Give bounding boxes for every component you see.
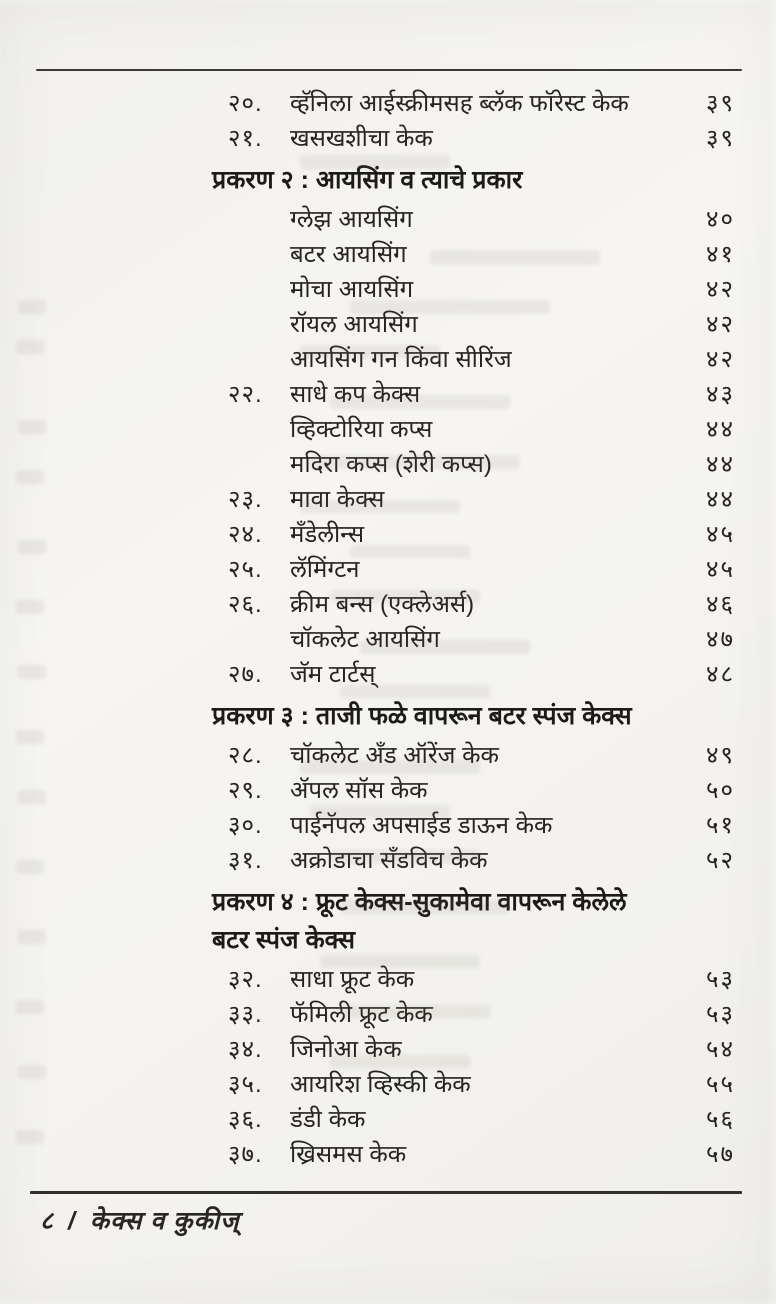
toc-entry-row xyxy=(0,517,776,552)
toc-entry-title: पाईनॅपल अपसाईड डाऊन केक xyxy=(290,812,553,839)
toc-entry-title: चॉकलेट आयसिंग xyxy=(290,626,440,653)
toc-entry-row xyxy=(0,773,776,808)
toc-entry-number: ३४. xyxy=(228,1036,263,1063)
toc-entry-page-number: ४० xyxy=(706,206,735,233)
toc-entry-row xyxy=(0,657,776,692)
toc-chapter-heading: प्रकरण २ : आयसिंग व त्याचे प्रकार xyxy=(212,166,523,194)
toc-entry-page-number: ४९ xyxy=(706,742,735,769)
toc-entry-title: लॅमिंग्टन xyxy=(290,556,360,583)
toc-entry-page-number: ४४ xyxy=(706,451,735,478)
toc-entry-number: २९. xyxy=(228,777,263,804)
toc-entry-page-number: ५५ xyxy=(706,1071,735,1098)
toc-entry-title: मदिरा कप्स (शेरी कप्स) xyxy=(290,451,492,478)
toc-chapter-heading: प्रकरण ३ : ताजी फळे वापरून बटर स्पंज केक्स xyxy=(212,702,632,730)
toc-entry-title: मोचा आयसिंग xyxy=(290,276,414,303)
toc-entry-title: जिनोआ केक xyxy=(290,1036,402,1063)
toc-entry-row xyxy=(0,1102,776,1137)
toc-entry-title: क्रीम बन्स (एक्लेअर्स) xyxy=(290,591,475,618)
toc-entry-number: ३६. xyxy=(228,1106,263,1133)
toc-entry-page-number: ४५ xyxy=(706,521,735,548)
toc-entry-title: ख्रिसमस केक xyxy=(290,1141,407,1168)
toc-entry-number: २८. xyxy=(228,742,263,769)
toc-entry-row xyxy=(0,86,776,121)
toc-entry-page-number: ४३ xyxy=(706,381,735,408)
toc-entry-title: मावा केक्स xyxy=(290,486,385,513)
toc-entry-title: ग्लेझ आयसिंग xyxy=(290,206,413,233)
toc-entry-page-number: ४२ xyxy=(706,346,735,373)
toc-entry-row xyxy=(0,1032,776,1067)
toc-entry-row xyxy=(0,1067,776,1102)
toc-entry-title: चॉकलेट अँड ऑरेंज केक xyxy=(290,742,499,769)
footer-rule xyxy=(30,1191,742,1194)
footer-page-number: ८ xyxy=(40,1207,55,1235)
toc-entry-title: ॲपल सॉस केक xyxy=(290,777,428,804)
toc-entry-page-number: ५३ xyxy=(706,966,735,993)
toc-entry-number: २३. xyxy=(228,486,263,513)
toc-entry-title: आयरिश व्हिस्की केक xyxy=(290,1071,471,1098)
toc-entry-row xyxy=(0,622,776,657)
toc-entry-row xyxy=(0,962,776,997)
top-rule xyxy=(36,69,742,71)
footer-book-title: केक्स व कुकीज् xyxy=(89,1207,240,1235)
toc-entry-page-number: ५१ xyxy=(706,812,735,839)
toc-entry-title: व्हॅनिला आईस्क्रीमसह ब्लॅक फॉरेस्ट केक xyxy=(290,90,629,117)
toc-entry-title: आयसिंग गन किंवा सीरिंज xyxy=(290,346,512,373)
toc-entry-number: ३०. xyxy=(228,812,263,839)
toc-entry-title: साधे कप केक्स xyxy=(290,381,421,408)
toc-entry-number: ३७. xyxy=(228,1141,263,1168)
toc-entry-page-number: ४४ xyxy=(706,416,735,443)
toc-entry-row xyxy=(0,447,776,482)
toc-entry-row xyxy=(0,808,776,843)
toc-entry-page-number: ५२ xyxy=(706,847,735,874)
toc-entry-row xyxy=(0,587,776,622)
toc-entry-page-number: ४८ xyxy=(706,661,735,688)
toc-entry-row xyxy=(0,482,776,517)
toc-entry-number: २२. xyxy=(228,381,263,408)
toc-entry-page-number: ४२ xyxy=(706,276,735,303)
toc-entry-page-number: ५३ xyxy=(706,1001,735,1028)
table-of-contents xyxy=(0,86,776,1172)
toc-entry-row xyxy=(0,552,776,587)
toc-entry-page-number: ५० xyxy=(706,777,735,804)
toc-entry-page-number: ४६ xyxy=(706,591,735,618)
toc-entry-number: २१. xyxy=(228,125,263,152)
toc-entry-row xyxy=(0,997,776,1032)
toc-entry-row xyxy=(0,412,776,447)
toc-entry-number: २५. xyxy=(228,556,263,583)
toc-entry-row xyxy=(0,1137,776,1172)
toc-chapter-heading: प्रकरण ४ : फ्रूट केक्स-सुकामेवा वापरून केलेले xyxy=(212,888,627,916)
toc-entry-number: २४. xyxy=(228,521,263,548)
toc-entry-row xyxy=(0,342,776,377)
toc-chapter-heading: बटर स्पंज केक्स xyxy=(212,926,356,954)
toc-entry-page-number: ४४ xyxy=(706,486,735,513)
toc-entry-page-number: ४५ xyxy=(706,556,735,583)
toc-entry-title: खसखशीचा केक xyxy=(290,125,433,152)
toc-entry-number: ३१. xyxy=(228,847,263,874)
toc-entry-number: ३५. xyxy=(228,1071,263,1098)
toc-entry-title: जॅम टार्टस् xyxy=(290,661,376,688)
toc-entry-row xyxy=(0,237,776,272)
toc-entry-page-number: ४१ xyxy=(706,241,735,268)
toc-entry-row xyxy=(0,843,776,878)
toc-entry-number: ३३. xyxy=(228,1001,263,1028)
toc-entry-title: व्हिक्टोरिया कप्स xyxy=(290,416,433,443)
toc-entry-page-number: ३९ xyxy=(706,125,735,152)
toc-entry-page-number: ५६ xyxy=(706,1106,735,1133)
toc-entry-title: बटर आयसिंग xyxy=(290,241,407,268)
toc-entry-row xyxy=(0,738,776,773)
toc-entry-title: साधा फ्रूट केक xyxy=(290,966,415,993)
toc-entry-title: मँडेलीन्स xyxy=(290,521,365,548)
toc-entry-number: २०. xyxy=(228,90,263,117)
toc-entry-number: ३२. xyxy=(228,966,263,993)
toc-entry-title: अक्रोडाचा सँडविच केक xyxy=(290,847,488,874)
toc-entry-page-number: ४२ xyxy=(706,311,735,338)
toc-entry-page-number: ५४ xyxy=(706,1036,735,1063)
toc-entry-title: रॉयल आयसिंग xyxy=(290,311,418,338)
toc-entry-row xyxy=(0,202,776,237)
toc-entry-page-number: ५७ xyxy=(706,1141,735,1168)
toc-entry-row xyxy=(0,121,776,156)
footer-separator: / xyxy=(67,1207,76,1235)
toc-entry-title: डंडी केक xyxy=(290,1106,366,1133)
toc-entry-number: २६. xyxy=(228,591,263,618)
page-footer xyxy=(40,1203,246,1237)
toc-entry-row xyxy=(0,272,776,307)
toc-entry-number: २७. xyxy=(228,661,263,688)
toc-entry-title: फॅमिली फ्रूट केक xyxy=(290,1001,433,1028)
toc-entry-page-number: ३९ xyxy=(706,90,735,117)
toc-entry-row xyxy=(0,377,776,412)
toc-entry-page-number: ४७ xyxy=(706,626,735,653)
toc-entry-row xyxy=(0,307,776,342)
